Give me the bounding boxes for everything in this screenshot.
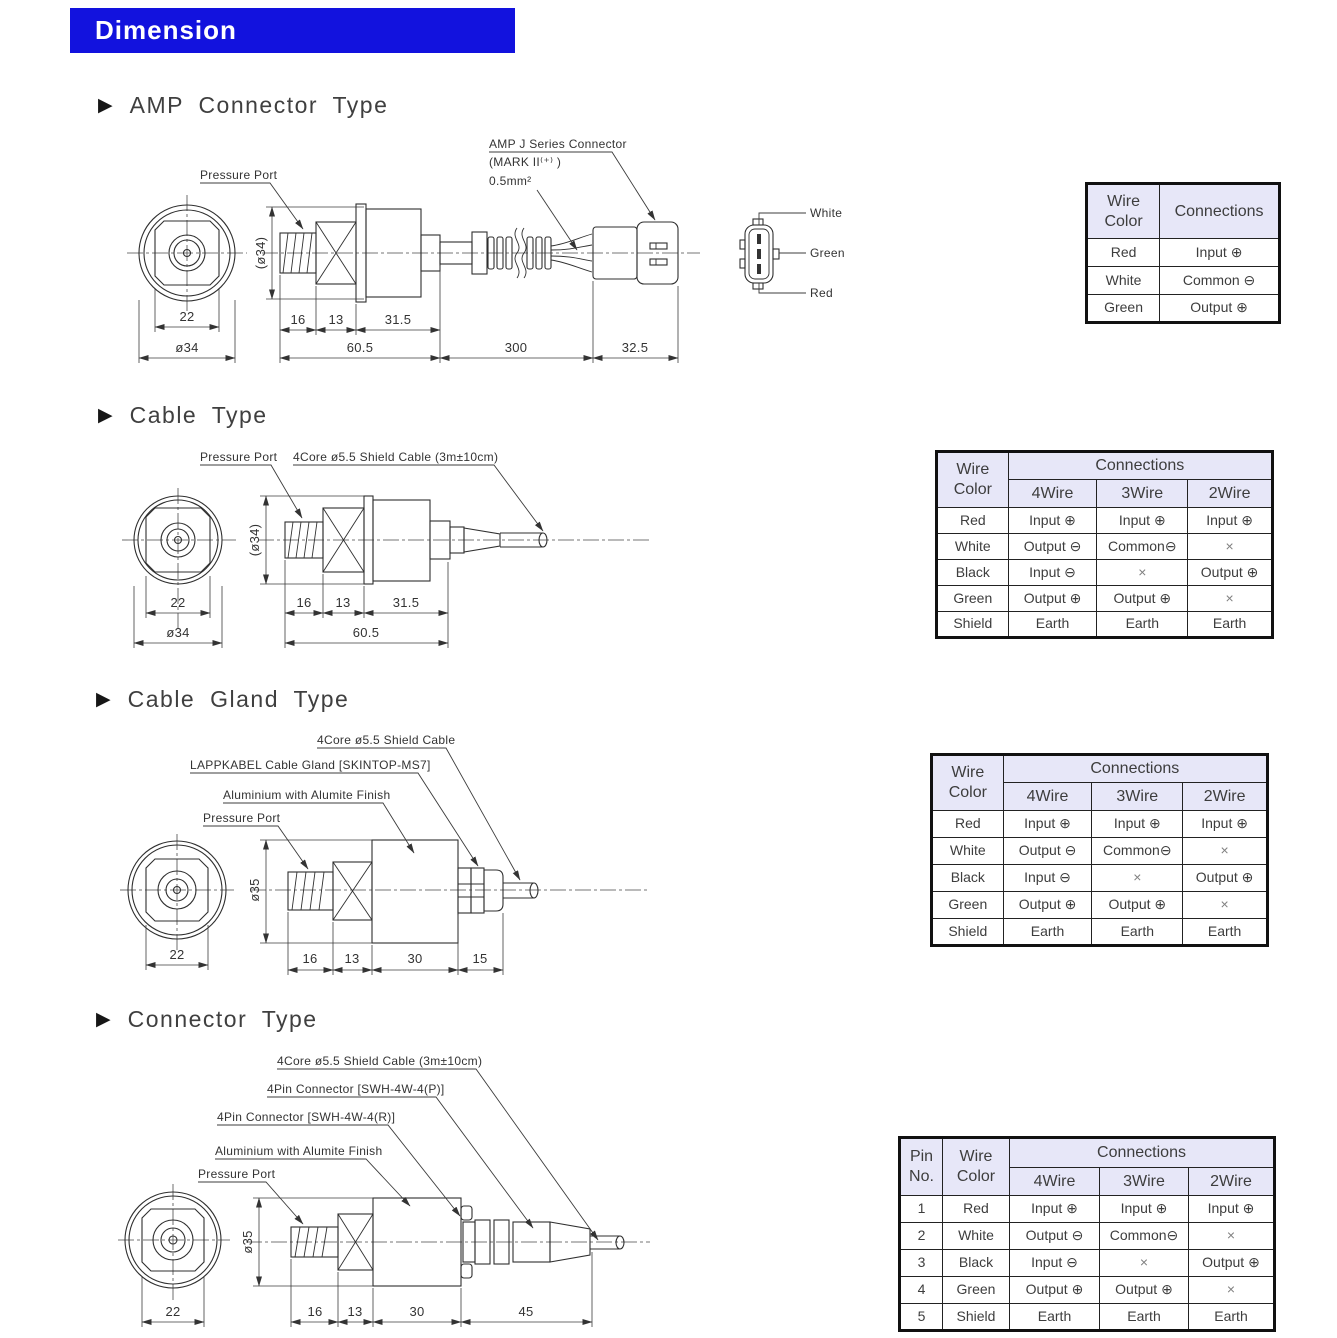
connection-cell: × (1097, 560, 1188, 586)
connection-cell: × (1189, 1277, 1275, 1304)
cable-type-drawing (105, 440, 665, 655)
cable-callouts (200, 450, 543, 531)
connector-front-view (118, 1184, 230, 1302)
dim-13: 13 (328, 312, 344, 327)
col-connections: Connections (1003, 755, 1267, 783)
connection-cell: × (1188, 586, 1273, 612)
dim-30: 30 (407, 951, 423, 966)
connection-cell: Common⊖ (1097, 534, 1188, 560)
cable-gland-drawing (95, 725, 655, 980)
amp-side-view (262, 204, 700, 302)
dim-dia34-side: (ø34) (247, 523, 262, 557)
dim-16: 16 (302, 951, 318, 966)
connection-cell: Common⊖ (1092, 838, 1183, 865)
connection-cell: Output ⊕ (1183, 865, 1268, 892)
connection-cell: Earth (1183, 919, 1268, 946)
dim-30: 30 (409, 1304, 425, 1319)
table-row (1087, 295, 1280, 323)
table-row (932, 892, 1268, 919)
connection-cell: Common⊖ (1100, 1223, 1189, 1250)
section-title: Cable Type (129, 402, 268, 428)
wire-color-cell: Red (1087, 239, 1160, 267)
section-title: Cable Gland Type (127, 686, 350, 712)
connection-cell: Output ⊕ (1003, 892, 1092, 919)
table-row (900, 1196, 1275, 1223)
col-4wire: 4Wire (1003, 783, 1092, 811)
table-row (932, 865, 1268, 892)
gland-side-view (250, 840, 648, 943)
connection-cell: Output ⊖ (1008, 534, 1097, 560)
dim-15: 15 (472, 951, 488, 966)
dim-60-5: 60.5 (346, 340, 374, 355)
col-3wire: 3Wire (1100, 1168, 1189, 1196)
col-3wire: 3Wire (1097, 480, 1188, 508)
triangle-bullet-icon: ▶ (96, 1009, 111, 1030)
wire-color-cell: Red (932, 811, 1004, 838)
amp-connector-label-2: (MARK II⁽⁺⁾ ) (489, 155, 562, 169)
col-2wire: 2Wire (1189, 1168, 1275, 1196)
connection-cell: Output ⊕ (1188, 560, 1273, 586)
wire-color-cell: Green (1087, 295, 1160, 323)
amp-connector-drawing (110, 130, 870, 380)
connection-cell: Input ⊕ (1100, 1196, 1189, 1223)
col-connections: Connections (1008, 452, 1272, 480)
table-row (932, 838, 1268, 865)
col-2wire: 2Wire (1183, 783, 1268, 811)
amp-connections-table (1085, 182, 1281, 324)
dim-dia34: ø34 (175, 340, 199, 355)
cable-side-view (258, 496, 652, 584)
dim-16: 16 (290, 312, 306, 327)
connector-type-drawing (95, 1045, 655, 1338)
connection-cell: Earth (1097, 612, 1188, 638)
dim-dia34: ø34 (166, 625, 190, 640)
dim-22: 22 (179, 309, 195, 324)
col-wire-color: Wire Color (937, 452, 1009, 508)
connector-pin-table (898, 1136, 1276, 1332)
connection-cell: Input ⊕ (1160, 239, 1280, 267)
wire-color-cell: Red (943, 1196, 1010, 1223)
aluminium-label: Aluminium with Alumite Finish (223, 788, 391, 802)
wire-color-cell: Green (937, 586, 1009, 612)
connection-cell: × (1183, 838, 1268, 865)
pin-label-green: Green (810, 246, 845, 260)
table-row (932, 811, 1268, 838)
connection-cell: Input ⊖ (1008, 560, 1097, 586)
pressure-port-label: Pressure Port (200, 168, 278, 182)
wire-color-cell: Red (937, 508, 1009, 534)
pressure-port-label: Pressure Port (200, 450, 278, 464)
shield-cable-label: 4Core ø5.5 Shield Cable (3m±10cm) (293, 450, 499, 464)
dim-32-5: 32.5 (621, 340, 649, 355)
dim-60-5: 60.5 (352, 625, 380, 640)
col-wire-color: Wire Color (932, 755, 1004, 811)
connection-cell: Input ⊖ (1003, 865, 1092, 892)
connector-p-label: 4Pin Connector [SWH-4W-4(P)] (267, 1082, 445, 1096)
table-row (900, 1304, 1275, 1331)
cable-connections-table (935, 450, 1274, 639)
table-row (932, 919, 1268, 946)
section-heading-connector (96, 1006, 318, 1033)
pin-no-cell: 4 (900, 1277, 943, 1304)
connection-cell: × (1092, 865, 1183, 892)
gland-callouts (190, 733, 520, 880)
page-title-banner: Dimension (70, 8, 515, 53)
connection-cell: Earth (1003, 919, 1092, 946)
col-4wire: 4Wire (1010, 1168, 1100, 1196)
pin-label-red: Red (810, 286, 833, 300)
section-heading-gland (96, 686, 349, 713)
table-row (900, 1250, 1275, 1277)
dim-dia35: ø35 (240, 1230, 255, 1254)
table-row (937, 586, 1273, 612)
connection-cell: Earth (1008, 612, 1097, 638)
dim-22: 22 (165, 1304, 181, 1319)
triangle-bullet-icon: ▶ (98, 405, 113, 426)
gland-front-view (120, 834, 234, 952)
connection-cell: × (1100, 1250, 1189, 1277)
connector-side-view (246, 1198, 650, 1286)
cable-gland-label: LAPPKABEL Cable Gland [SKINTOP-MS7] (190, 758, 431, 772)
shield-cable-label: 4Core ø5.5 Shield Cable (3m±10cm) (277, 1054, 483, 1068)
pin-no-cell: 5 (900, 1304, 943, 1331)
amp-pinout-view (740, 206, 845, 300)
connection-cell: Output ⊕ (1160, 295, 1280, 323)
col-connections: Connections (1160, 184, 1280, 239)
wire-color-cell: Green (943, 1277, 1010, 1304)
dim-13: 13 (347, 1304, 363, 1319)
connection-cell: Earth (1100, 1304, 1189, 1331)
col-connections: Connections (1010, 1138, 1275, 1168)
dim-16: 16 (307, 1304, 323, 1319)
wire-color-cell: Green (932, 892, 1004, 919)
connection-cell: Output ⊕ (1010, 1277, 1100, 1304)
dim-dia35: ø35 (247, 878, 262, 902)
col-pin-no: Pin No. (900, 1138, 943, 1196)
dim-300: 300 (504, 340, 528, 355)
section-title: Connector Type (127, 1006, 318, 1032)
wire-color-cell: Shield (937, 612, 1009, 638)
section-heading-amp (98, 92, 388, 119)
dim-22: 22 (170, 595, 186, 610)
connection-cell: × (1183, 892, 1268, 919)
wire-color-cell: Black (937, 560, 1009, 586)
connection-cell: Input ⊕ (1092, 811, 1183, 838)
connection-cell: Output ⊕ (1097, 586, 1188, 612)
col-wire-color: Wire Color (943, 1138, 1010, 1196)
shield-cable-label: 4Core ø5.5 Shield Cable (317, 733, 456, 747)
connection-cell: Output ⊕ (1008, 586, 1097, 612)
connection-cell: Earth (1010, 1304, 1100, 1331)
connection-cell: × (1188, 534, 1273, 560)
amp-dimensions (139, 207, 678, 363)
pin-no-cell: 3 (900, 1250, 943, 1277)
connection-cell: Output ⊕ (1092, 892, 1183, 919)
connection-cell: Earth (1092, 919, 1183, 946)
amp-connector-label-3: 0.5mm² (489, 174, 532, 188)
connection-cell: Earth (1188, 612, 1273, 638)
dim-45: 45 (518, 1304, 534, 1319)
pin-no-cell: 2 (900, 1223, 943, 1250)
connection-cell: Input ⊖ (1010, 1250, 1100, 1277)
triangle-bullet-icon: ▶ (96, 689, 111, 710)
pin-label-white: White (810, 206, 843, 220)
connection-cell: Earth (1189, 1304, 1275, 1331)
section-heading-cable (98, 402, 268, 429)
dim-dia34-side: (ø34) (253, 236, 268, 270)
connection-cell: Output ⊕ (1189, 1250, 1275, 1277)
connection-cell: Input ⊕ (1008, 508, 1097, 534)
connection-cell: Input ⊕ (1188, 508, 1273, 534)
wire-color-cell: White (943, 1223, 1010, 1250)
dim-16: 16 (296, 595, 312, 610)
col-4wire: 4Wire (1008, 480, 1097, 508)
table-row (900, 1277, 1275, 1304)
table-row (937, 534, 1273, 560)
connector-callouts (198, 1054, 598, 1240)
table-row (900, 1223, 1275, 1250)
col-2wire: 2Wire (1188, 480, 1273, 508)
connection-cell: Input ⊕ (1183, 811, 1268, 838)
dim-13: 13 (335, 595, 351, 610)
table-row (937, 612, 1273, 638)
amp-connector-label-1: AMP J Series Connector (489, 137, 627, 151)
pin-no-cell: 1 (900, 1196, 943, 1223)
wire-color-cell: Black (932, 865, 1004, 892)
aluminium-label: Aluminium with Alumite Finish (215, 1144, 383, 1158)
table-row (1087, 239, 1280, 267)
table-row (1087, 267, 1280, 295)
dim-22: 22 (169, 947, 185, 962)
connection-cell: Common ⊖ (1160, 267, 1280, 295)
connection-cell: Input ⊕ (1010, 1196, 1100, 1223)
connection-cell: Output ⊖ (1010, 1223, 1100, 1250)
amp-front-view (127, 195, 247, 312)
pressure-port-label: Pressure Port (198, 1167, 276, 1181)
section-title: AMP Connector Type (129, 92, 389, 118)
amp-callouts (200, 137, 655, 250)
wire-color-cell: White (1087, 267, 1160, 295)
connection-cell: Input ⊕ (1097, 508, 1188, 534)
connection-cell: Input ⊕ (1003, 811, 1092, 838)
col-wire-color: Wire Color (1087, 184, 1160, 239)
wire-color-cell: Shield (932, 919, 1004, 946)
connection-cell: Output ⊕ (1100, 1277, 1189, 1304)
gland-connections-table (930, 753, 1269, 947)
triangle-bullet-icon: ▶ (98, 95, 113, 116)
wire-color-cell: White (937, 534, 1009, 560)
pressure-port-label: Pressure Port (203, 811, 281, 825)
dim-31-5: 31.5 (384, 312, 412, 327)
col-3wire: 3Wire (1092, 783, 1183, 811)
connector-r-label: 4Pin Connector [SWH-4W-4(R)] (217, 1110, 396, 1124)
connection-cell: Input ⊕ (1189, 1196, 1275, 1223)
table-row (937, 508, 1273, 534)
wire-color-cell: White (932, 838, 1004, 865)
connection-cell: × (1189, 1223, 1275, 1250)
wire-color-cell: Shield (943, 1304, 1010, 1331)
table-row (937, 560, 1273, 586)
wire-color-cell: Black (943, 1250, 1010, 1277)
dim-31-5: 31.5 (392, 595, 420, 610)
connection-cell: Output ⊖ (1003, 838, 1092, 865)
dim-13: 13 (344, 951, 360, 966)
